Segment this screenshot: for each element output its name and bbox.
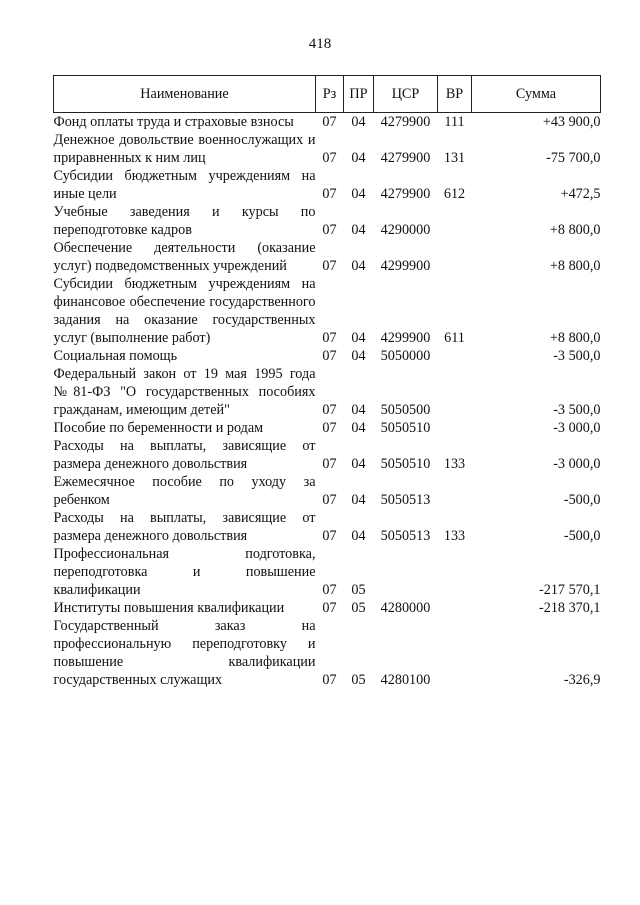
row-rz: 07	[322, 348, 337, 364]
row-name: Обеспечение деятельности (оказание услуг) подведомственных учреждений	[53, 240, 316, 274]
row-pr: 04	[351, 420, 366, 436]
row-vr	[438, 347, 472, 365]
header-vr: ВР	[438, 76, 472, 113]
row-sum: -3 500,0	[553, 348, 601, 364]
row-csr	[374, 545, 438, 599]
row-csr: 4279900	[380, 186, 431, 202]
row-rz: 07	[322, 150, 337, 166]
row-vr	[438, 545, 472, 599]
row-csr: 5050510	[380, 420, 431, 436]
table-row	[54, 365, 601, 419]
row-pr: 04	[351, 186, 366, 202]
row-sum: +8 800,0	[549, 258, 601, 274]
row-vr: 131	[443, 150, 466, 166]
row-sum: +8 800,0	[549, 222, 601, 238]
row-csr: 4279900	[380, 150, 431, 166]
row-pr: 04	[351, 528, 366, 544]
row-rz: 07	[322, 402, 337, 418]
row-csr: 5050513	[380, 528, 431, 544]
budget-table	[53, 75, 601, 689]
table-row	[54, 167, 601, 203]
row-pr: 04	[351, 330, 366, 346]
row-sum: +8 800,0	[549, 330, 601, 346]
row-rz: 07	[322, 528, 337, 544]
row-name: Субсидии бюджетным учреждениям на иные цели	[53, 168, 316, 202]
row-pr: 04	[351, 492, 366, 508]
table-row	[54, 203, 601, 239]
row-rz: 07	[322, 582, 337, 598]
row-rz: 07	[322, 600, 337, 616]
row-csr: 4290000	[380, 222, 431, 238]
row-sum: -500,0	[563, 492, 601, 508]
row-sum: +472,5	[560, 186, 601, 202]
table-header	[54, 76, 601, 113]
row-vr: 611	[444, 330, 465, 346]
row-csr: 4280100	[380, 672, 431, 688]
row-csr: 5050513	[380, 492, 431, 508]
table-row	[54, 599, 601, 617]
row-sum: -3 500,0	[553, 402, 601, 418]
row-sum: -218 370,1	[539, 600, 601, 616]
table-row	[54, 347, 601, 365]
row-name: Ежемесячное пособие по уходу за ребенком	[53, 474, 316, 508]
table-row	[54, 509, 601, 545]
row-vr: 133	[443, 528, 466, 544]
row-rz: 07	[322, 186, 337, 202]
row-pr: 04	[351, 348, 366, 364]
table-row	[54, 113, 601, 132]
page-number: 418	[308, 36, 332, 52]
row-pr: 04	[351, 150, 366, 166]
row-name: Профессиональная подготовка, переподготовка и повышение квалификации	[53, 546, 316, 598]
row-csr: 4279900	[380, 114, 431, 130]
header-pr: ПР	[344, 76, 374, 113]
row-name: Социальная помощь	[53, 348, 178, 364]
row-rz: 07	[322, 420, 337, 436]
row-pr: 05	[351, 672, 366, 688]
row-pr: 05	[351, 582, 366, 598]
table-row	[54, 275, 601, 347]
row-pr: 04	[351, 402, 366, 418]
row-vr: 111	[444, 114, 465, 130]
row-rz: 07	[322, 492, 337, 508]
header-row	[54, 76, 601, 113]
row-vr	[438, 599, 472, 617]
table-row	[54, 239, 601, 275]
row-rz: 07	[322, 672, 337, 688]
row-sum: -75 700,0	[546, 150, 601, 166]
row-csr: 5050000	[380, 348, 431, 364]
row-csr: 5050500	[380, 402, 431, 418]
table-row	[54, 437, 601, 473]
row-rz: 07	[322, 222, 337, 238]
header-sum: Сумма	[472, 76, 601, 113]
row-vr	[438, 419, 472, 437]
row-pr: 04	[351, 456, 366, 472]
row-vr	[438, 617, 472, 689]
row-pr: 05	[351, 600, 366, 616]
row-vr	[438, 365, 472, 419]
row-sum: -3 000,0	[553, 420, 601, 436]
row-csr: 4280000	[380, 600, 431, 616]
row-name: Пособие по беременности и родам	[53, 420, 264, 436]
row-rz: 07	[322, 456, 337, 472]
header-name: Наименование	[54, 76, 316, 113]
row-vr	[438, 203, 472, 239]
header-rz: Рз	[316, 76, 344, 113]
row-name: Учебные заведения и курсы по переподготовке кадров	[53, 204, 316, 238]
row-name: Институты повышения квалификации	[53, 600, 285, 616]
row-name: Федеральный закон от 19 мая 1995 года №81-ФЗ "О государственных пособиях гражданам, имеющим детей"	[53, 366, 316, 418]
row-rz: 07	[322, 330, 337, 346]
row-vr	[438, 239, 472, 275]
row-rz: 07	[322, 114, 337, 130]
row-sum: -500,0	[563, 528, 601, 544]
row-name: Расходы на выплаты, зависящие от размера денежного довольствия	[53, 438, 316, 472]
row-vr: 133	[443, 456, 466, 472]
header-csr: ЦСР	[374, 76, 438, 113]
row-csr: 4299900	[380, 330, 431, 346]
row-sum: +43 900,0	[542, 114, 601, 130]
row-name: Фонд оплаты труда и страховые взносы	[53, 114, 294, 130]
row-name: Субсидии бюджетным учреждениям на финансовое обеспечение государственного задания на оказание государственных услуг (выполнение работ)	[53, 276, 316, 346]
row-rz: 07	[322, 258, 337, 274]
table-row	[54, 473, 601, 509]
row-sum: -3 000,0	[553, 456, 601, 472]
table-row	[54, 617, 601, 689]
row-sum: -217 570,1	[539, 582, 601, 598]
table-row	[54, 131, 601, 167]
row-pr: 04	[351, 258, 366, 274]
row-name: Государственный заказ на профессиональную переподготовку и повышение квалификации государственных служащих	[53, 618, 316, 688]
table-row	[54, 545, 601, 599]
row-pr: 04	[351, 114, 366, 130]
table-body	[54, 113, 601, 690]
row-vr: 612	[443, 186, 466, 202]
row-name: Расходы на выплаты, зависящие от размера денежного довольствия	[53, 510, 316, 544]
row-csr: 5050510	[380, 456, 431, 472]
row-vr	[438, 473, 472, 509]
row-pr: 04	[351, 222, 366, 238]
row-sum: -326,9	[563, 672, 601, 688]
row-csr: 4299900	[380, 258, 431, 274]
table-row	[54, 419, 601, 437]
row-name: Денежное довольствие военнослужащих и приравненных к ним лиц	[53, 132, 316, 166]
